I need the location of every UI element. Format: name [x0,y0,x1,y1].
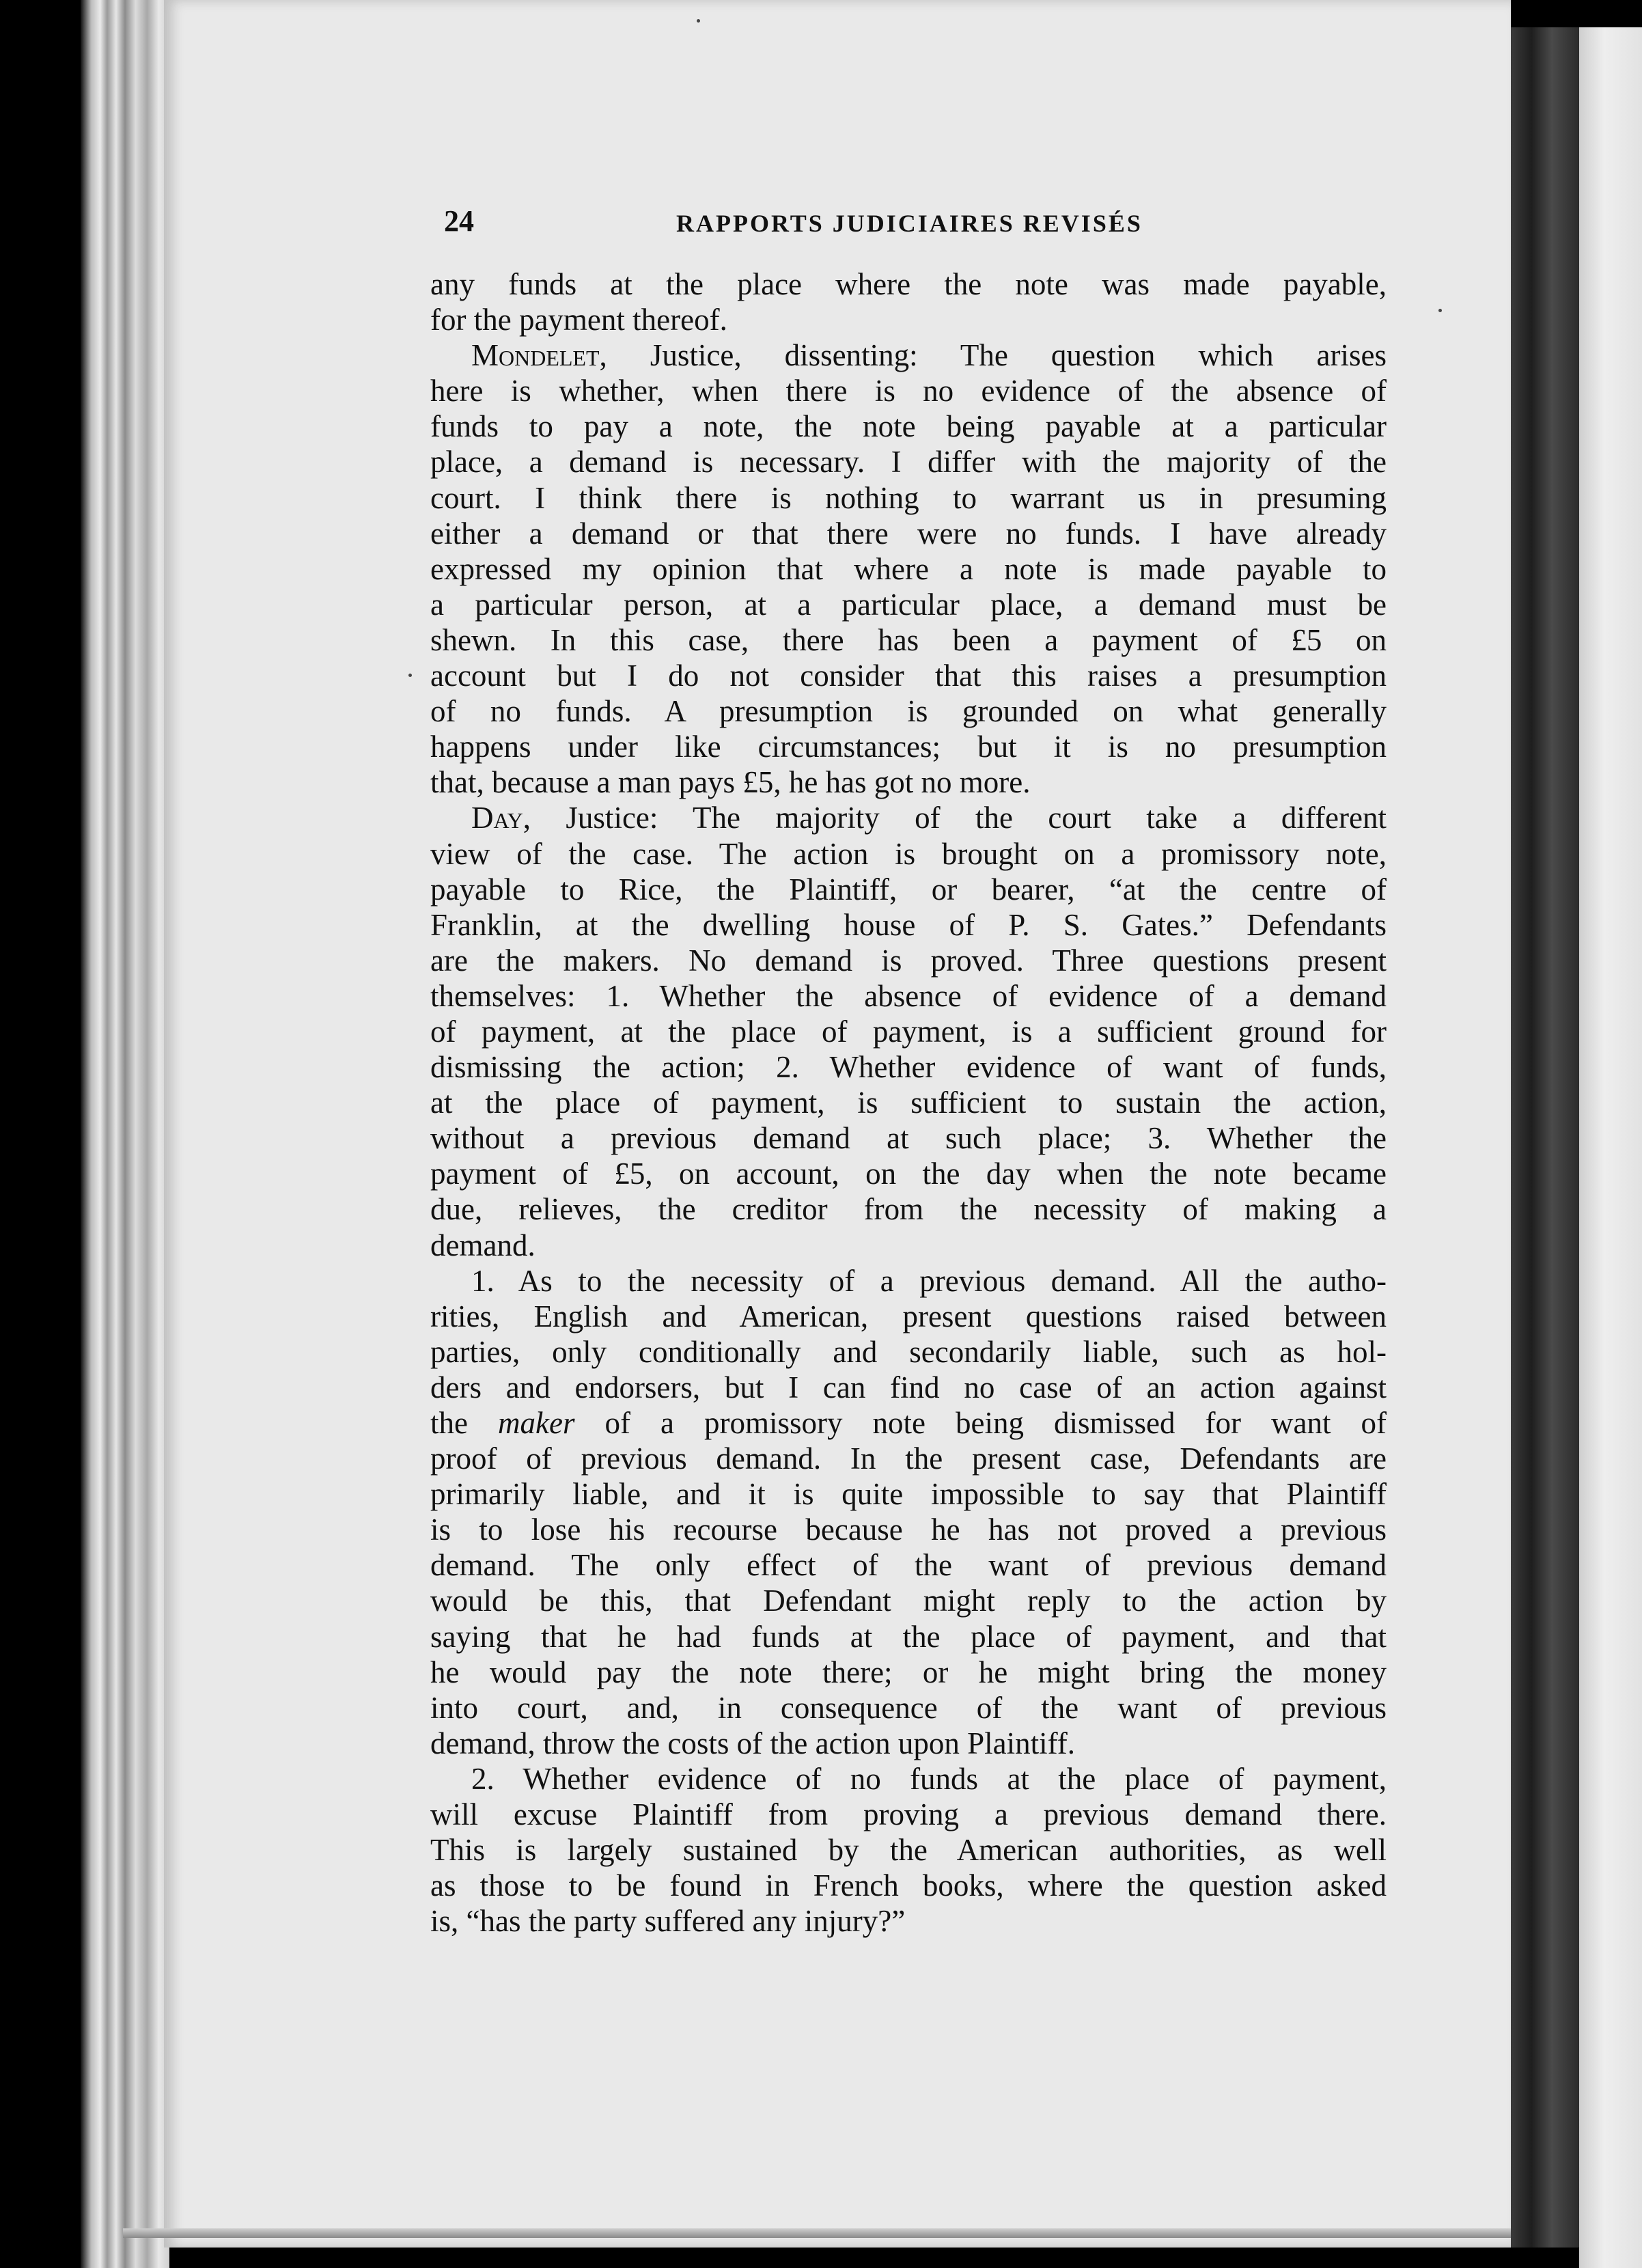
text-run: themselves: 1. Whether the absence of evidence of a demand [430,978,1387,1013]
text-run: the [430,1406,498,1440]
text-run: due, relieves, the creditor from the necessity of making a [430,1192,1387,1227]
text-line [430,622,1387,658]
judge-name: Mondelet [471,338,600,373]
text-run: of no funds. A presumption is grounded on what generally [430,694,1387,729]
text-run: place, a demand is necessary. I differ with the majority of the [430,445,1387,480]
text-run: of a promissory note being dismissed for want of [574,1406,1387,1440]
running-header [444,204,1400,245]
text-run: parties, only conditionally and secondarily liable, such as hol- [430,1334,1387,1369]
text-line [430,1655,1387,1690]
judge-name: Day [471,801,523,835]
text-run: that, because a man pays £5, he has got no more. [430,765,1031,800]
scan-speck [408,674,412,677]
text-run: 1. As to the necessity of a previous demand. All the autho- [471,1263,1387,1298]
text-run: demand. [430,1228,535,1262]
text-run: dismissing the action; 2. Whether evidence of want of funds, [430,1050,1387,1085]
text-line [430,587,1387,622]
text-run: are the makers. No demand is proved. Three questions present [430,943,1387,978]
text-line [430,693,1387,729]
text-line [430,1761,1387,1797]
scan-speck [1438,309,1442,312]
text-line [430,266,1387,302]
text-line [430,729,1387,764]
text-line [430,1049,1387,1085]
running-title: RAPPORTS JUDICIAIRES REVISÉS [676,210,1143,237]
text-line [430,444,1387,480]
text-line [430,1370,1387,1405]
text-line [430,302,1387,337]
text-line [430,1441,1387,1476]
text-run: court. I think there is nothing to warrant us in presuming [430,480,1387,515]
text-run: view of the case. The action is brought on a promissory note, [430,836,1387,871]
text-line [430,1263,1387,1299]
text-run: at the place of payment, is sufficient to sustain the action, [430,1085,1387,1120]
text-line [430,658,1387,693]
text-run: ders and endorsers, but I can find no case of an action against [430,1370,1387,1405]
text-line [430,764,1387,800]
text-line [430,1191,1387,1227]
text-line [430,872,1387,907]
text-line [430,1726,1387,1761]
text-run: would be this, that Defendant might reply to the action by [430,1584,1387,1618]
text-run: shewn. In this case, there has been a payment of £5 on [430,622,1387,657]
page-number: 24 [444,204,474,238]
body-text [430,266,1387,1939]
text-run: will excuse Plaintiff from proving a previous demand there. [430,1797,1387,1832]
text-line [430,1156,1387,1191]
text-run: , Justice, dissenting: The question which arises [599,338,1387,373]
text-line [430,907,1387,943]
text-line [430,1405,1387,1441]
text-line [430,409,1387,444]
text-line [430,1903,1387,1939]
text-run: rities, English and American, present questions raised between [430,1299,1387,1333]
text-line [430,800,1387,835]
text-line [430,1547,1387,1583]
text-line [430,1583,1387,1618]
text-run: here is whether, when there is no evidence of the absence of [430,374,1387,409]
text-run: proof of previous demand. In the present case, Defendants are [430,1441,1387,1476]
text-run: , Justice: The majority of the court take a different [523,801,1387,835]
text-run: any funds at the place where the note was made payable, [430,267,1387,301]
text-run: into court, and, in consequence of the want of previous [430,1690,1387,1725]
text-line [430,978,1387,1014]
text-line [430,1014,1387,1049]
text-line [430,1868,1387,1903]
text-line [430,1120,1387,1156]
text-run: account but I do not consider that this raises a presumption [430,659,1387,693]
facing-page-edge [1579,27,1642,2268]
text-line [430,1334,1387,1370]
text-run: is, “has the party suffered any injury?” [430,1904,906,1939]
text-run: of payment, at the place of payment, is a sufficient ground for [430,1014,1387,1049]
scan-speck [697,19,700,23]
text-run: 2. Whether evidence of no funds at the place of payment, [471,1761,1387,1796]
text-line [430,516,1387,551]
text-line [430,480,1387,516]
page-bottom-edge [123,2228,1516,2238]
text-run: for the payment thereof. [430,303,727,337]
text-line [430,1476,1387,1512]
book-spine-edge [81,0,169,2268]
text-run: he would pay the note there; or he might bring the money [430,1655,1387,1689]
text-run: payment of £5, on account, on the day when the note became [430,1157,1387,1191]
text-run: Franklin, at the dwelling house of P. S. Gates.” Defendants [430,907,1387,942]
text-line [430,1832,1387,1868]
text-run: demand. The only effect of the want of previous demand [430,1548,1387,1583]
text-run: This is largely sustained by the American authorities, as well [430,1833,1387,1868]
text-line [430,943,1387,978]
text-run: happens under like circumstances; but it is no presumption [430,730,1387,764]
italic-term: maker [498,1406,575,1440]
text-line [430,1619,1387,1655]
text-run: as those to be found in French books, where the question asked [430,1868,1387,1903]
text-run: demand, throw the costs of the action upon Plaintiff. [430,1726,1075,1760]
text-run: primarily liable, and it is quite impossible to say that Plaintiff [430,1477,1387,1512]
text-line [430,373,1387,409]
text-line [430,551,1387,587]
text-line [430,1512,1387,1547]
facing-page-gutter [1511,27,1579,2248]
text-run: a particular person, at a particular place, a demand must be [430,587,1387,622]
text-line [430,337,1387,373]
text-line [430,1085,1387,1120]
text-run: is to lose his recourse because he has not proved a previous [430,1512,1387,1547]
text-line [430,1299,1387,1334]
text-line [430,836,1387,872]
text-run: either a demand or that there were no funds. I have already [430,516,1387,551]
text-line [430,1690,1387,1726]
text-run: payable to Rice, the Plaintiff, or bearer, “at the centre of [430,872,1387,907]
text-run: saying that he had funds at the place of payment, and that [430,1619,1387,1654]
text-run: without a previous demand at such place; 3. Whether the [430,1121,1387,1156]
text-line [430,1797,1387,1832]
text-line [430,1228,1387,1263]
text-run: expressed my opinion that where a note is made payable to [430,551,1387,586]
text-run: funds to pay a note, the note being payable at a particular [430,409,1387,444]
